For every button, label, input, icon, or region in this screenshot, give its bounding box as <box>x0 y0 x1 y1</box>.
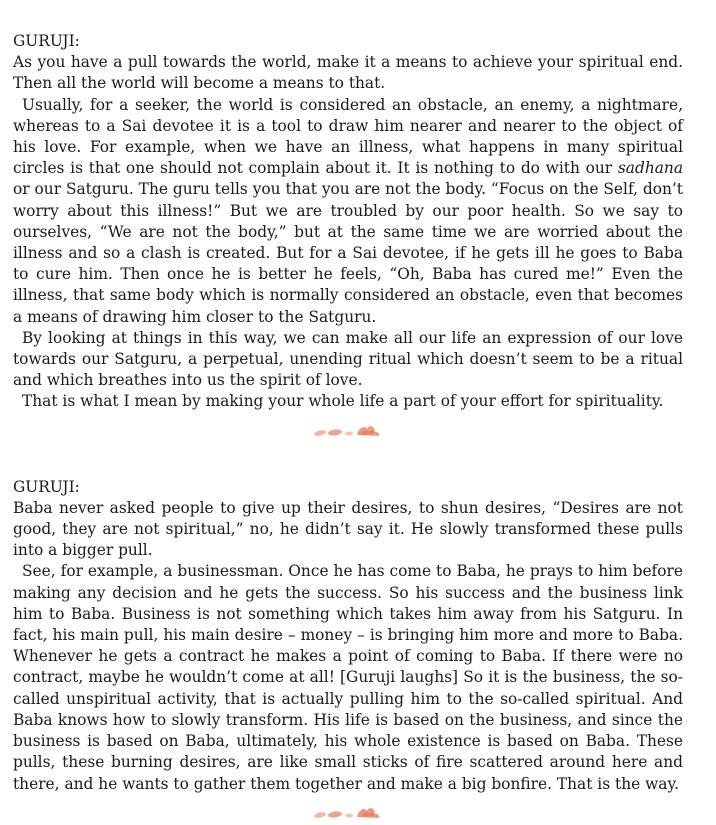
paragraph-2-text-after: or our Satguru. The guru tells you that you are not the body. “Focus on the Self, don’t worry about this illness!” But we are troubled by our poor health. So we say to ourselves, “We are not the body,” but at the same time we are worried about the illness and so a clash is created. But for a Sai devotee, if he gets ill he goes to Baba to cure him. Then once he is better he feels, “Oh, Baba has cured me!” Even the illness, that same body which is normally considered an obstacle, even that becomes a means of drawing him closer to the Satguru. <box>13 180 683 326</box>
section-1-heading: GURUJI: <box>13 32 80 50</box>
section-2-paragraph-1: Baba never asked people to give up their desires, to shun desires, “Desires are not good, they are not spiritual,” no, he didn’t say it. He slowly transformed these pulls into a bigger pull. <box>13 498 683 560</box>
lotus-petals-ornament-icon <box>13 419 683 443</box>
section-1-paragraph-3: By looking at things in this way, we can make all our life an expression of our love towards our Satguru, a perpetual, unending ritual which doesn’t seem to be a ritual and which breathes into us the spirit of love. <box>13 328 683 390</box>
section-2-paragraph-2: See, for example, a businessman. Once he has come to Baba, he prays to him before making any decision and he gets the success. So his success and the business link him to Baba. Business is not something which takes him away from his Satguru. In fact, his main pull, his main desire – money – is bringing him more and more to Baba. Whenever he gets a contract he makes a point of coming to Baba. If there were no contract, maybe he wouldn’t come at all! [Guruji laughs] So it is the business, the so-called unspiritual activity, that is actually pulling him to the so-called spiritual. And Baba knows how to slowly transform. His life is based on the business, and since the business is based on Baba, ultimately, his whole existence is based on Baba. These pulls, these burning desires, are like small sticks of fire scattered around here and there, and he wants to gather them together and make a big bonfire. That is the way. <box>13 562 683 793</box>
document-page <box>13 31 683 825</box>
sadhana-italic-term: sadhana <box>617 159 683 178</box>
section-1-paragraph-1: As you have a pull towards the world, make it a means to achieve your spiritual end. Then all the world will become a means to that. <box>13 53 683 93</box>
lotus-petals-ornament-icon <box>13 801 683 825</box>
section-2-heading: GURUJI: <box>13 477 80 496</box>
paragraph-2-text-before: Usually, for a seeker, the world is considered an obstacle, an enemy, a nightmare, whereas to a Sai devotee it is a tool to draw him nearer and nearer to the object of his love. For example, when we have an illness, what happens in many spiritual circles is that one should not complain about it. It is nothing to do with our <box>13 95 683 178</box>
section-1-paragraph-4: That is what I mean by making your whole life a part of your effort for spirituality. <box>22 392 664 411</box>
section-2 <box>13 477 683 795</box>
section-1-paragraph-2 <box>13 95 683 328</box>
section-1 <box>13 31 683 413</box>
